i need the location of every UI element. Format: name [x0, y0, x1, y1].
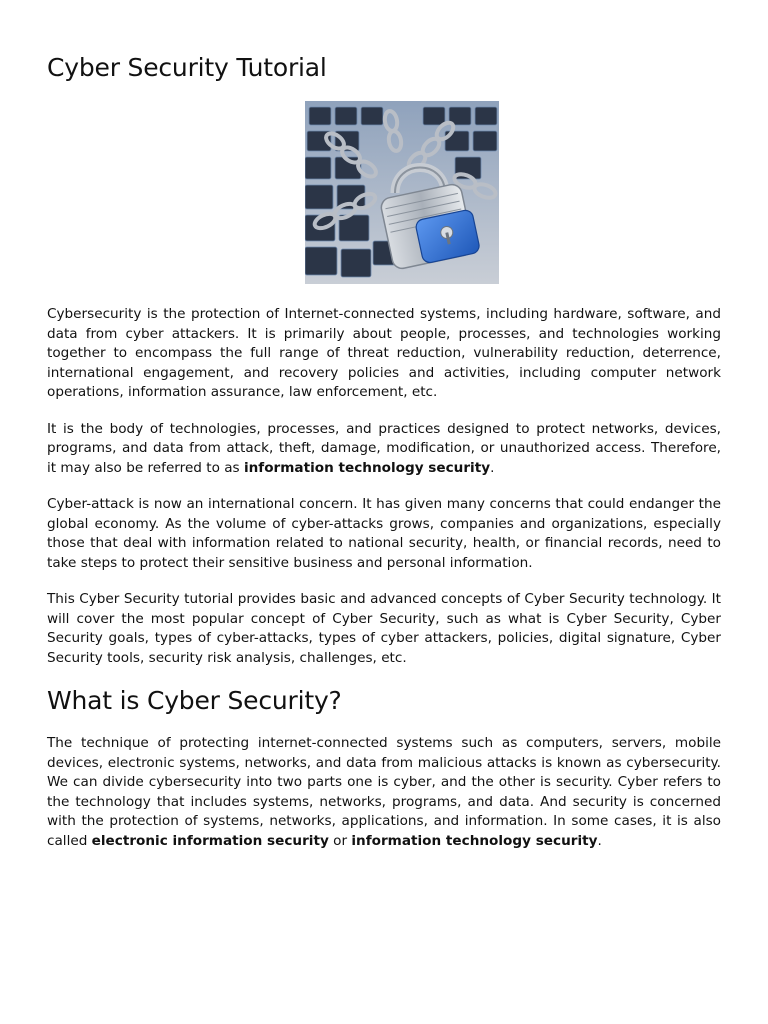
- body-paragraph-4: This Cyber Security tutorial provides basic and advanced concepts of Cyber Security technology. It will cover the most popular concept of Cyber Security, such as what is Cyber Security, Cyber Security goals, types of cyber-attacks, types of cyber attackers, policies, digital signature, Cyber Security tools, security risk analysis, challenges, etc.: [47, 591, 721, 666]
- section-heading: What is Cyber Security?: [47, 686, 342, 715]
- connector-text: or: [328, 832, 352, 849]
- intro-paragraph: Cybersecurity is the protection of Internet-connected systems, including hardware, software, and data from cyber attackers. It is primarily about people, processes, and technologies working together to encompass the full range of threat reduction, vulnerability reduction, deterrence, international engagement, and recovery policies and activities, including computer network operations, information assurance, law enforcement, etc.: [47, 306, 721, 400]
- body-paragraph-2: [47, 420, 721, 479]
- page-title: Cyber Security Tutorial: [47, 53, 327, 82]
- bold-term-2: information technology security: [351, 832, 598, 849]
- body-paragraph-2-text: It is the body of technologies, processes, and practices designed to protect networks, devices, programs, and data from attack, theft, damage, modification, or unauthorized access. Therefore, it may also be referred to as: [47, 420, 721, 476]
- period: .: [490, 459, 495, 476]
- bold-term-1: electronic information security: [91, 832, 329, 849]
- period: .: [597, 832, 602, 849]
- section-paragraph: [47, 734, 721, 851]
- section-paragraph-text: The technique of protecting internet-connected systems such as computers, servers, mobile devices, electronic systems, networks, and data from malicious attacks is known as cybersecurity. We can divide cybersecurity into two parts one is cyber, and the other is security. Cyber refers to the technology that includes systems, networks, programs, and data. And security is concerned with the protection of systems, networks, applications, and information. In some cases, it is also called: [47, 735, 721, 849]
- padlock-keyboard-icon: [305, 101, 499, 284]
- bold-term: information technology security: [243, 459, 491, 476]
- body-paragraph-3: Cyber-attack is now an international concern. It has given many concerns that could endanger the global economy. As the volume of cyber-attacks grows, companies and organizations, especially those that deal with information related to national security, health, or financial records, need to take steps to protect their sensitive business and personal information.: [47, 496, 721, 571]
